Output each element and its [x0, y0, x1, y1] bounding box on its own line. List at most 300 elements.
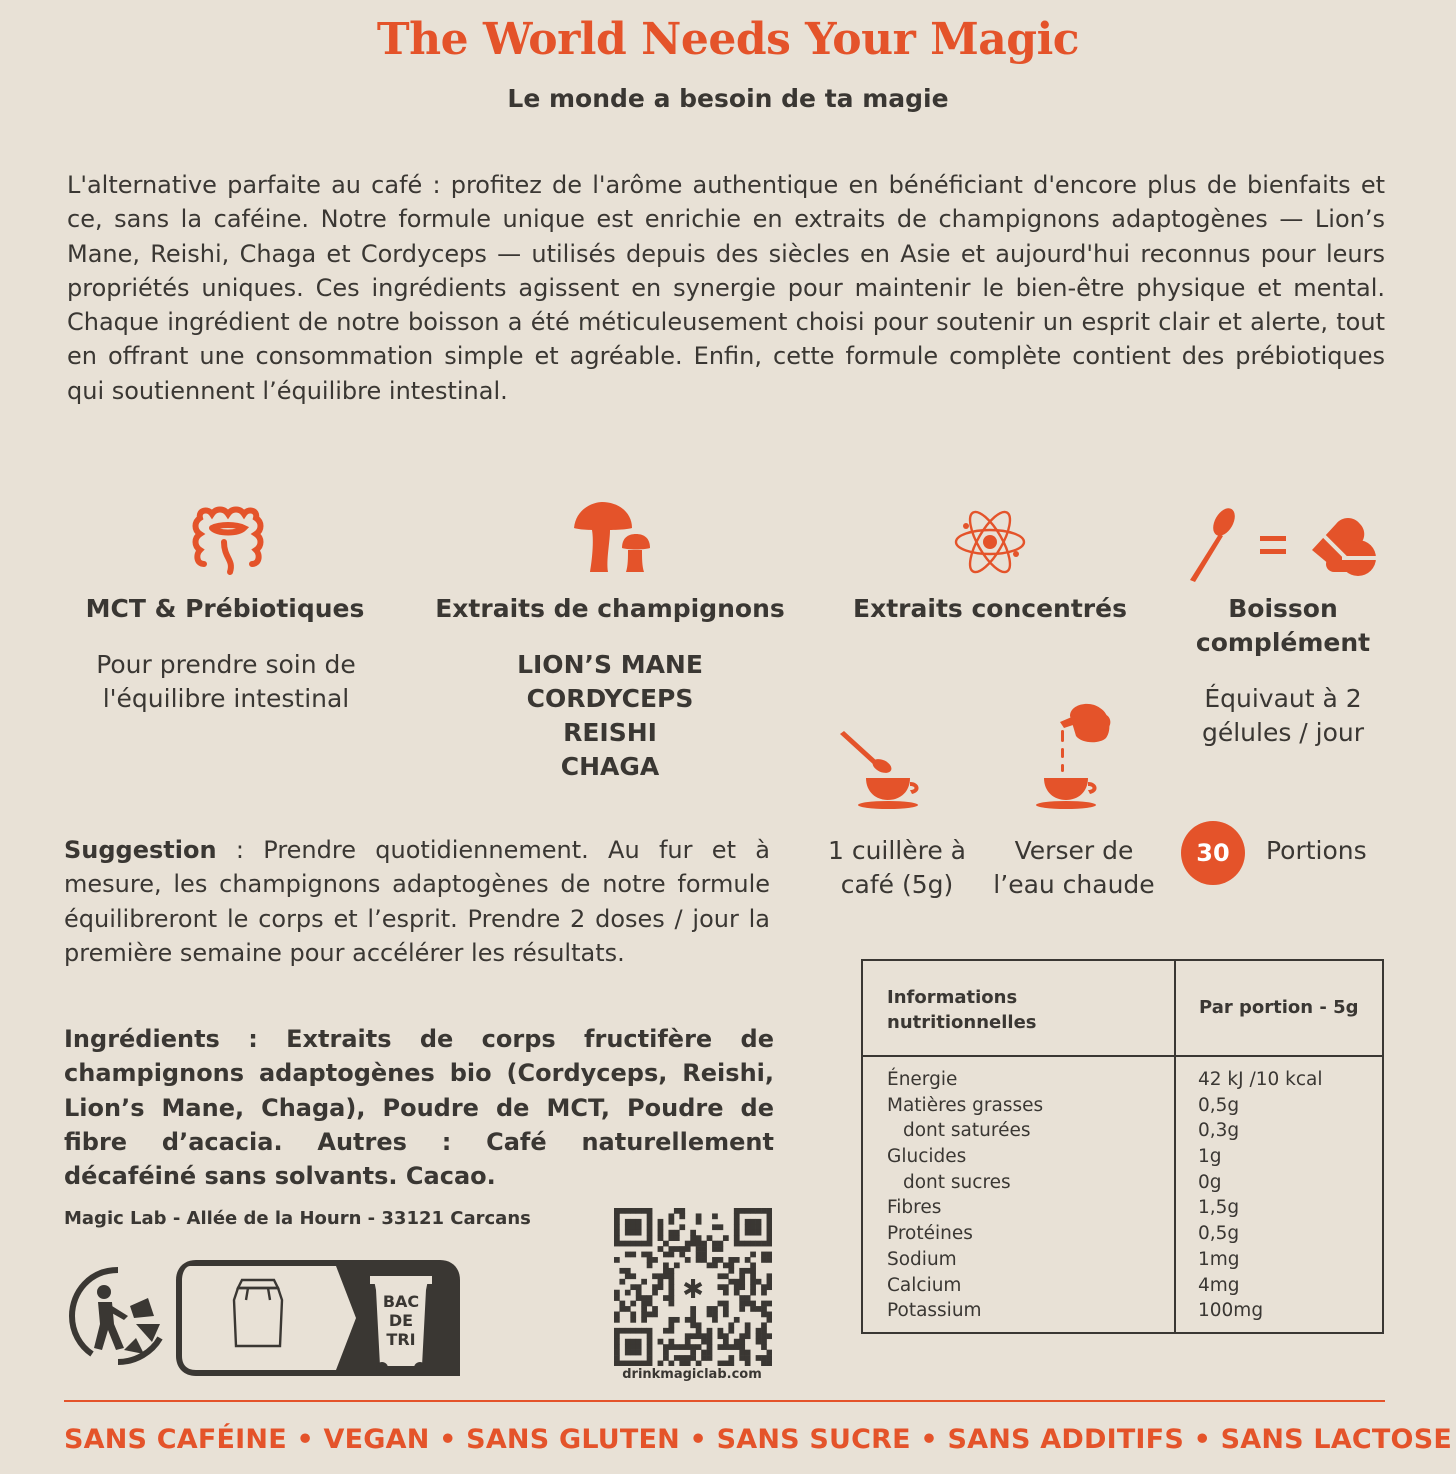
qr-module [647, 1213, 653, 1219]
qr-module [707, 1306, 713, 1312]
qr-module [636, 1290, 642, 1296]
step-spoon-text [820, 834, 974, 902]
nutrient-label: Énergie [887, 1069, 958, 1090]
qr-module [685, 1241, 691, 1247]
qr-module [647, 1312, 653, 1318]
qr-module [663, 1355, 669, 1361]
qr-module [636, 1230, 642, 1236]
qr-module [614, 1361, 620, 1366]
qr-module [614, 1241, 620, 1247]
feature-title-mushrooms: Extraits de champignons [435, 594, 785, 623]
qr-module [647, 1257, 653, 1263]
qr-module [679, 1208, 685, 1214]
qr-module [619, 1279, 625, 1285]
qr-module [630, 1317, 636, 1323]
qr-module [739, 1333, 745, 1339]
nutrient-value: 1mg [1198, 1248, 1240, 1270]
nutrition-header-line: Informations [887, 987, 1018, 1008]
qr-module [619, 1241, 625, 1247]
nutrient-label: Fibres [887, 1197, 942, 1219]
qr-module [696, 1241, 702, 1247]
qr-module [767, 1208, 772, 1214]
intestine-icon [190, 502, 266, 578]
qr-module [658, 1224, 664, 1230]
qr-module [767, 1312, 772, 1318]
qr-module [625, 1290, 631, 1296]
qr-module [690, 1355, 696, 1361]
qr-module [658, 1339, 664, 1345]
qr-module [745, 1219, 751, 1225]
qr-module [756, 1339, 762, 1345]
qr-module [625, 1273, 631, 1279]
nutrition-table [861, 959, 1384, 1334]
qr-module [625, 1344, 631, 1350]
qr-module [668, 1268, 674, 1274]
qr-module [614, 1224, 620, 1230]
nutrient-value: 0,3g [1198, 1120, 1240, 1142]
qr-module [745, 1301, 751, 1307]
qr-module [767, 1350, 772, 1356]
qr-module [696, 1322, 702, 1328]
qr-module [750, 1279, 756, 1285]
qr-module [647, 1301, 653, 1307]
qr-module [679, 1344, 685, 1350]
table-row [863, 1300, 1382, 1326]
nutrition-header-line: nutritionnelles [887, 1012, 1037, 1033]
qr-module [756, 1241, 762, 1247]
qr-module [750, 1219, 756, 1225]
page-title: The World Needs Your Magic [376, 14, 1080, 65]
qr-module [767, 1284, 772, 1290]
qr-module [750, 1306, 756, 1312]
qr-module [761, 1333, 767, 1339]
qr-module [718, 1301, 724, 1307]
qr-module [701, 1339, 707, 1345]
qr-module [625, 1306, 631, 1312]
qr-module [614, 1339, 620, 1345]
qr-module [696, 1235, 702, 1241]
qr-module [761, 1322, 767, 1328]
nutrition-header-right: Par portion - 5g [1199, 997, 1359, 1018]
qr-module [668, 1246, 674, 1252]
qr-module [750, 1284, 756, 1290]
nutrient-value: 0,5g [1198, 1094, 1240, 1116]
qr-module [674, 1344, 680, 1350]
qr-module [767, 1219, 772, 1225]
table-row [863, 1197, 1382, 1223]
nutrient-value: 100mg [1198, 1300, 1264, 1322]
feature-title-drink [1180, 592, 1386, 660]
qr-module [734, 1279, 740, 1285]
company-address: Magic Lab - Allée de la Hourn - 33121 Carcans [64, 1208, 531, 1229]
qr-module [739, 1350, 745, 1356]
nutrient-value: 42 kJ /10 kcal [1198, 1069, 1323, 1090]
qr-module [663, 1273, 669, 1279]
step-pour-line1: Verser de [1014, 836, 1134, 865]
qr-module [630, 1273, 636, 1279]
qr-module [647, 1230, 653, 1236]
qr-module [641, 1279, 647, 1285]
suggestion-paragraph [64, 833, 770, 970]
qr-module [636, 1339, 642, 1345]
qr-module [745, 1333, 751, 1339]
atom-icon [952, 506, 1028, 578]
qr-module [696, 1333, 702, 1339]
page-subtitle: Le monde a besoin de ta magie [507, 84, 949, 113]
qr-module [614, 1355, 620, 1361]
qr-module [630, 1230, 636, 1236]
qr-module [614, 1230, 620, 1236]
table-row [863, 1223, 1382, 1249]
qr-module [767, 1317, 772, 1323]
qr-module [756, 1224, 762, 1230]
qr-module [734, 1241, 740, 1247]
qr-module [679, 1224, 685, 1230]
mushroom-icon [570, 502, 652, 574]
qr-module [696, 1257, 702, 1263]
qr-module [767, 1273, 772, 1279]
qr-module [690, 1344, 696, 1350]
qr-module [761, 1355, 767, 1361]
qr-module [647, 1224, 653, 1230]
qr-module [728, 1262, 734, 1268]
qr-module [745, 1322, 751, 1328]
qr-module [767, 1333, 772, 1339]
qr-module [761, 1241, 767, 1247]
qr-module [679, 1355, 685, 1361]
bin-text [376, 1292, 426, 1349]
qr-module [734, 1213, 740, 1219]
qr-module [761, 1208, 767, 1214]
qr-module [750, 1208, 756, 1214]
qr-module [723, 1339, 729, 1345]
qr-module [739, 1295, 745, 1301]
qr-module [658, 1235, 664, 1241]
qr-module [723, 1333, 729, 1339]
qr-module [614, 1317, 620, 1323]
qr-module [756, 1230, 762, 1236]
nutrient-value: 1,5g [1198, 1197, 1240, 1219]
qr-module [619, 1301, 625, 1307]
qr-module [756, 1328, 762, 1334]
qr-module [647, 1295, 653, 1301]
qr-module [696, 1361, 702, 1366]
qr-module [668, 1295, 674, 1301]
qr-module [701, 1333, 707, 1339]
qr-module [668, 1219, 674, 1225]
qr-module [636, 1361, 642, 1366]
qr-module [614, 1213, 620, 1219]
qr-module [723, 1344, 729, 1350]
qr-module [696, 1328, 702, 1334]
qr-module [674, 1246, 680, 1252]
qr-module [625, 1268, 631, 1274]
qr-module [728, 1257, 734, 1263]
qr-module [761, 1306, 767, 1312]
mushroom-item: REISHI [563, 718, 657, 747]
qr-module [734, 1224, 740, 1230]
portions-badge: 30 [1181, 821, 1245, 885]
qr-module [734, 1344, 740, 1350]
qr-module [767, 1279, 772, 1285]
qr-module [718, 1224, 724, 1230]
qr-module [767, 1224, 772, 1230]
qr-module [668, 1361, 674, 1366]
qr-module [647, 1208, 653, 1214]
qr-module [614, 1208, 620, 1214]
qr-module [614, 1344, 620, 1350]
qr-module [767, 1257, 772, 1263]
nutrient-label: dont sucres [903, 1171, 1011, 1193]
qr-module [668, 1252, 674, 1258]
qr-module [745, 1295, 751, 1301]
qr-module [756, 1355, 762, 1361]
triman-icon [64, 1262, 172, 1368]
qr-module [658, 1230, 664, 1236]
qr-module [739, 1344, 745, 1350]
qr-module [685, 1317, 691, 1323]
qr-module [728, 1355, 734, 1361]
qr-module [761, 1301, 767, 1307]
qr-module [647, 1262, 653, 1268]
table-row [863, 1095, 1382, 1121]
qr-module [767, 1230, 772, 1236]
qr-module [630, 1224, 636, 1230]
qr-module [734, 1339, 740, 1345]
qr-module [723, 1312, 729, 1318]
qr-module [723, 1361, 729, 1366]
qr-module [641, 1301, 647, 1307]
qr-module [723, 1262, 729, 1268]
table-row [863, 1172, 1382, 1198]
feature-text-drink: Équivaut à 2 gélules / jour [1201, 684, 1365, 747]
qr-module [614, 1235, 620, 1241]
nutrient-value: 1g [1198, 1146, 1222, 1168]
qr-module [712, 1312, 718, 1318]
qr-module [723, 1235, 729, 1241]
qr-module [641, 1208, 647, 1214]
qr-module [690, 1317, 696, 1323]
qr-module [718, 1273, 724, 1279]
qr-module [614, 1350, 620, 1356]
qr-module [685, 1339, 691, 1345]
qr-module [767, 1355, 772, 1361]
qr-module [647, 1355, 653, 1361]
qr-module [636, 1328, 642, 1334]
qr-module [723, 1301, 729, 1307]
nutrition-rows [863, 1069, 1382, 1326]
qr-module [767, 1213, 772, 1219]
qr-module [712, 1241, 718, 1247]
qr-module [690, 1322, 696, 1328]
qr-module [690, 1306, 696, 1312]
mushroom-list [430, 648, 790, 784]
qr-module [750, 1273, 756, 1279]
qr-module [761, 1344, 767, 1350]
qr-module [756, 1306, 762, 1312]
qr-module [707, 1262, 713, 1268]
qr-module [761, 1312, 767, 1318]
qr-module [619, 1268, 625, 1274]
qr-module [663, 1252, 669, 1258]
qr-module [625, 1208, 631, 1214]
step-pour-text [976, 834, 1172, 902]
qr-module [701, 1355, 707, 1361]
qr-module [614, 1219, 620, 1225]
table-row [863, 1275, 1382, 1301]
qr-module [712, 1257, 718, 1263]
qr-module [636, 1350, 642, 1356]
qr-module [750, 1262, 756, 1268]
qr-module [652, 1273, 658, 1279]
qr-module [636, 1284, 642, 1290]
qr-module [647, 1235, 653, 1241]
qr-url[interactable]: drinkmagiclab.com [622, 1367, 762, 1382]
qr-module [652, 1312, 658, 1318]
qr-module [641, 1328, 647, 1334]
qr-module [658, 1284, 664, 1290]
qr-module [734, 1235, 740, 1241]
qr-module [679, 1252, 685, 1258]
qr-module [701, 1241, 707, 1247]
qr-module [761, 1361, 767, 1366]
qr-module [718, 1257, 724, 1263]
qr-module [761, 1339, 767, 1345]
qr-module [728, 1344, 734, 1350]
qr-module [734, 1219, 740, 1225]
qr-module [647, 1328, 653, 1334]
qr-module [696, 1246, 702, 1252]
suggestion-text: : Prendre quotidiennement. Au fur et à mesure, les champignons adaptogènes de notre formule équilibreront le corps et l’esprit. Prendre 2 doses / jour la première semaine pour accélérer les résultats. [64, 836, 770, 967]
qr-module [696, 1219, 702, 1225]
qr-module [647, 1361, 653, 1366]
qr-module [761, 1328, 767, 1334]
qr-module [619, 1208, 625, 1214]
qr-module [761, 1257, 767, 1263]
qr-module [750, 1230, 756, 1236]
qr-module [625, 1224, 631, 1230]
qr-module [668, 1339, 674, 1345]
nutrient-value: 0,5g [1198, 1223, 1240, 1245]
qr-module [679, 1246, 685, 1252]
footer-claims: SANS CAFÉINE • VEGAN • SANS GLUTEN • SANS SUCRE • SANS ADDITIFS • SANS LACTOSE [64, 1424, 1452, 1455]
qr-module [767, 1361, 772, 1366]
qr-module [723, 1273, 729, 1279]
qr-module [658, 1219, 664, 1225]
qr-module [685, 1246, 691, 1252]
mushroom-item: CORDYCEPS [526, 684, 694, 713]
qr-module [734, 1284, 740, 1290]
qr-module [679, 1213, 685, 1219]
qr-module [690, 1350, 696, 1356]
nutrient-label: Calcium [887, 1274, 962, 1296]
qr-module [636, 1224, 642, 1230]
table-row [863, 1120, 1382, 1146]
qr-module [750, 1241, 756, 1247]
qr-module [625, 1361, 631, 1366]
qr-module [636, 1344, 642, 1350]
qr-module [707, 1328, 713, 1334]
qr-module [647, 1350, 653, 1356]
qr-module [641, 1312, 647, 1318]
qr-module [728, 1361, 734, 1366]
nutrition-header-left [887, 985, 1037, 1035]
table-row [863, 1249, 1382, 1275]
qr-module [625, 1230, 631, 1236]
qr-module [739, 1306, 745, 1312]
suggestion-label: Suggestion [64, 836, 217, 864]
qr-module [745, 1224, 751, 1230]
step-pour-line2: l’eau chaude [993, 870, 1155, 899]
qr-module [745, 1257, 751, 1263]
qr-module [668, 1322, 674, 1328]
qr-module [739, 1301, 745, 1307]
qr-module [734, 1317, 740, 1323]
qr-module [718, 1241, 724, 1247]
qr-module [668, 1344, 674, 1350]
table-row [863, 1069, 1382, 1095]
qr-module [739, 1279, 745, 1285]
qr-module [630, 1301, 636, 1307]
qr-module [647, 1241, 653, 1247]
qr-module [674, 1262, 680, 1268]
qr-module [668, 1290, 674, 1296]
qr-module [734, 1230, 740, 1236]
qr-module [641, 1252, 647, 1258]
qr-module [723, 1284, 729, 1290]
spoon-equals-capsule-icon [1186, 506, 1380, 586]
qr-module [723, 1290, 729, 1296]
qr-module [663, 1344, 669, 1350]
qr-module [630, 1339, 636, 1345]
qr-module [668, 1273, 674, 1279]
qr-module [614, 1328, 620, 1334]
qr-module [630, 1284, 636, 1290]
qr-module [619, 1306, 625, 1312]
qr-module [658, 1279, 664, 1285]
qr-module [718, 1361, 724, 1366]
qr-module [668, 1284, 674, 1290]
qr-module [712, 1246, 718, 1252]
qr-module [630, 1350, 636, 1356]
qr-module [668, 1301, 674, 1307]
qr-module [658, 1246, 664, 1252]
feature-text-mct: Pour prendre soin de l'équilibre intestinal [96, 650, 356, 713]
qr-module [701, 1350, 707, 1356]
qr-module [647, 1219, 653, 1225]
qr-module [718, 1344, 724, 1350]
qr-module [625, 1219, 631, 1225]
qr-module [712, 1262, 718, 1268]
qr-module [685, 1344, 691, 1350]
qr-module [718, 1333, 724, 1339]
nutrient-label: Matières grasses [887, 1094, 1044, 1116]
qr-logo-icon: ✱ [682, 1275, 704, 1305]
qr-module [668, 1235, 674, 1241]
qr-module [712, 1213, 718, 1219]
qr-module [707, 1312, 713, 1318]
qr-code[interactable] [614, 1208, 772, 1366]
table-divider [863, 1055, 1382, 1057]
feature-title-drink-line1: Boisson [1228, 594, 1338, 623]
qr-module [652, 1284, 658, 1290]
qr-module [641, 1295, 647, 1301]
bin-text-line: BAC [382, 1292, 420, 1311]
qr-module [652, 1257, 658, 1263]
qr-module [728, 1268, 734, 1274]
qr-module [636, 1241, 642, 1247]
qr-module [767, 1252, 772, 1258]
